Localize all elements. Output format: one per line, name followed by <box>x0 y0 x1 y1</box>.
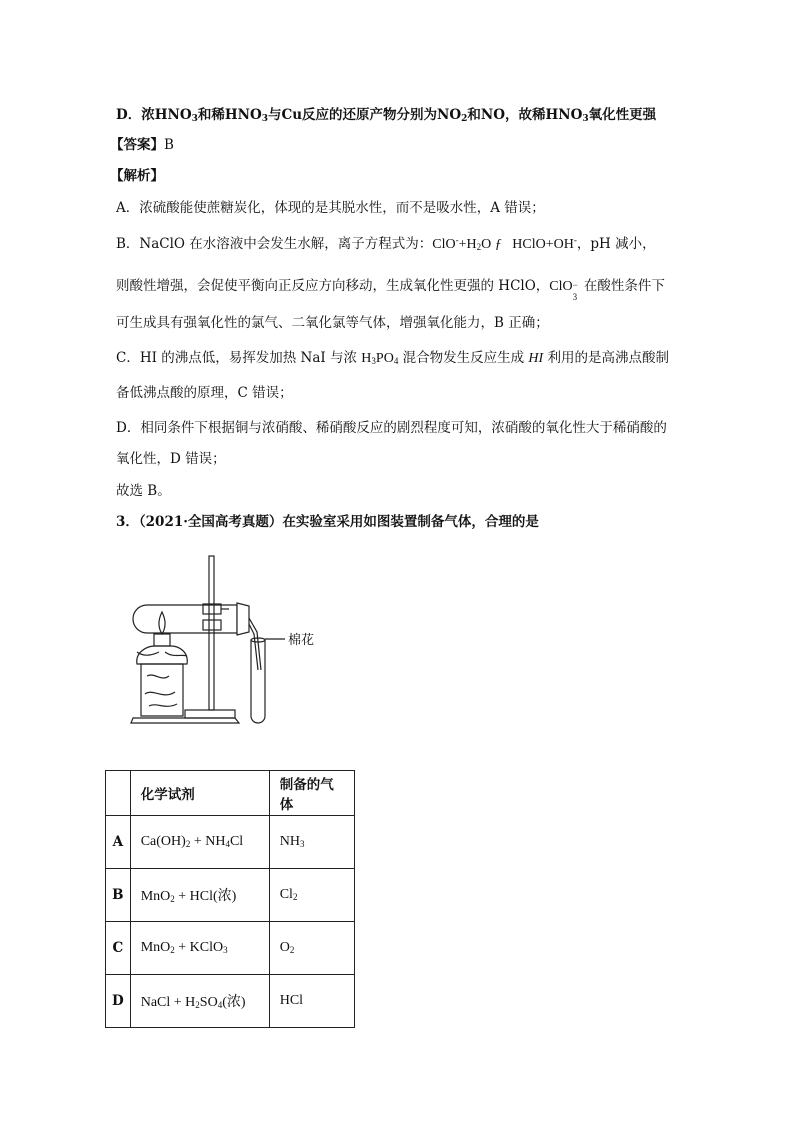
table-row: B MnO$_2$ + HCl(浓) $Cl_2$ <box>106 869 355 922</box>
analysis-b-line2: 则酸性增强，会促使平衡向正反应方向移动，生成氧化性更强的 HClO，ClO − 3 在酸性条件下 <box>116 278 665 302</box>
stand-base <box>131 718 239 723</box>
table-row: D NaCl + $H_2SO_4$(浓) HCl <box>106 975 355 1028</box>
alcohol-lamp <box>141 664 183 716</box>
question-source: （2021·全国高考真题） <box>138 514 283 530</box>
hydrolysis-equation: $ClO^-+H_2O$ ƒ HClO+OH- <box>432 235 577 252</box>
table-row: A $Ca(OH)_2 + NH_4Cl$ $NH_3$ <box>106 816 355 869</box>
header-gas: 制备的气体 <box>269 771 354 816</box>
stopper <box>237 603 249 635</box>
collecting-tube <box>251 640 265 723</box>
table-header-row <box>106 771 355 816</box>
analysis-b-line1: B．NaClO 在水溶液中会发生水解，离子方程式为：$ClO^-+H_2O$ ƒ HClO+OH-，pH 减小， <box>116 235 656 252</box>
reagent-table <box>105 770 355 1028</box>
answer-label: 【答案】 <box>110 137 164 153</box>
answer-value: B <box>164 137 174 153</box>
stand-foot <box>185 710 235 718</box>
option-d-statement: D．浓$HNO_3$和稀$HNO_3$与Cu反应的还原产物分别为$NO_2$和NO，故稀$HNO_3$氧化性更强 <box>116 107 657 124</box>
question-number: 3． <box>116 514 139 530</box>
cotton-label: 棉花 <box>288 633 315 648</box>
table-row: C MnO$_2$ + KClO$_3$ $O_2$ <box>106 922 355 975</box>
gas-preparation-apparatus <box>125 548 335 728</box>
analysis-d-line2: 氧化性，D 错误； <box>116 451 226 467</box>
analysis-a: A．浓硫酸能使蔗糖炭化，体现的是其脱水性，而不是吸水性，A 错误； <box>116 200 545 216</box>
equilibrium-symbol: ƒ <box>494 237 502 252</box>
header-reagent: 化学试剂 <box>130 771 269 816</box>
question-text: 在实验室采用如图装置制备气体，合理的是 <box>282 514 539 530</box>
analysis-label: 【解析】 <box>110 168 164 184</box>
analysis-b-line3: 可生成具有强氧化性的氯气、二氧化氯等气体，增强氧化能力，B 正确； <box>116 315 549 331</box>
analysis-conclusion: 故选 B。 <box>116 483 171 499</box>
analysis-d-line1: D．相同条件下根据铜与浓硝酸、稀硝酸反应的剧烈程度可知，浓硝酸的氧化性大于稀硝酸的 <box>116 420 667 436</box>
answer-line <box>110 133 174 153</box>
analysis-c-line2: 备低沸点酸的原理，C 错误； <box>116 385 293 401</box>
analysis-c-line1: C．HI 的沸点低，易挥发加热 NaI 与浓 $H_3PO_4$ 混合物发生反应生成 HI 利用的是高沸点酸制 <box>116 350 669 366</box>
lamp-wick-holder <box>154 634 170 646</box>
option-label: D． <box>116 107 142 123</box>
flame <box>159 612 165 634</box>
question-3 <box>116 510 539 530</box>
